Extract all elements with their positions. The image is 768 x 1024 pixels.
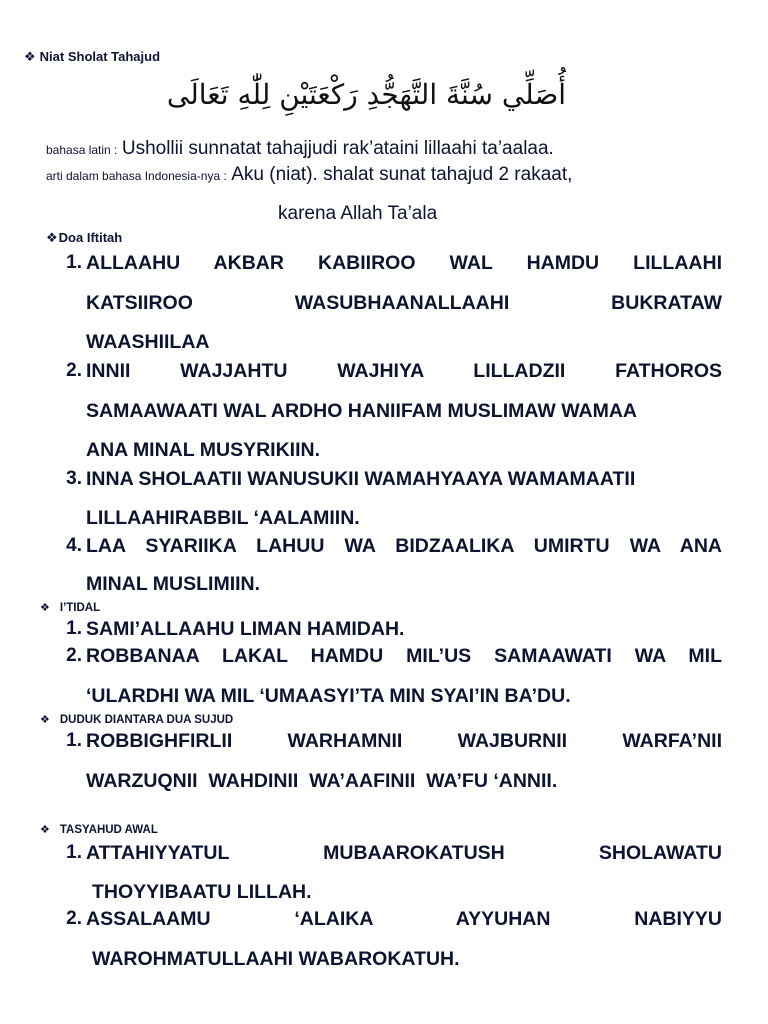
iftitah-item-3-line-1: INNA SHOLAATII WANUSUKII WAMAHYAAYA WAMAMAATII bbox=[86, 468, 636, 490]
list-number: 1. bbox=[66, 730, 82, 751]
itidal-item-2-line-1: ROBBANAA LAKAL HAMDU MIL’US SAMAAWATI WA MIL bbox=[86, 645, 722, 667]
list-number: 1. bbox=[66, 252, 82, 273]
niat-arti-line bbox=[46, 164, 572, 186]
iftitah-item-4-line-1: LAA SYARIIKA LAHUU WA BIDZAALIKA UMIRTU WA ANA bbox=[86, 535, 722, 557]
iftitah-item-2-line-2: SAMAAWAATI WAL ARDHO HANIIFAM MUSLIMAW WAMAA bbox=[86, 400, 638, 422]
itidal-heading: ❖ I’TIDAL bbox=[40, 602, 101, 614]
list-number: 4. bbox=[66, 535, 82, 556]
diamond-bullet-icon: ❖ bbox=[40, 602, 50, 614]
iftitah-heading: ❖Doa Iftitah bbox=[46, 230, 123, 245]
list-number: 2. bbox=[66, 645, 82, 666]
tasyahud-item-2-line-2: WAROHMATULLAAHI WABAROKATUH. bbox=[92, 948, 460, 970]
iftitah-item-1-line-3: WAASHIILAA bbox=[86, 331, 210, 353]
tasyahud-item-1-line-1: ATTAHIYYATUL MUBAAROKATUSH SHOLAWATU bbox=[86, 842, 722, 864]
arti-text: Aku (niat). shalat sunat tahajud 2 rakaat, bbox=[231, 164, 573, 185]
list-number: 3. bbox=[66, 468, 82, 489]
iftitah-item-4-line-2: MINAL MUSLIMIIN. bbox=[86, 573, 261, 595]
list-number: 1. bbox=[66, 842, 82, 863]
iftitah-item-1-line-2: KATSIIROO WASUBHAANALLAAHI BUKRATAW bbox=[86, 292, 722, 314]
iftitah-item-3-line-2: LILLAAHIRABBIL ‘AALAMIIN. bbox=[86, 507, 360, 529]
iftitah-item-2-line-3: ANA MINAL MUSYRIKIIN. bbox=[86, 439, 320, 461]
itidal-item-2-line-2: ‘ULARDHI WA MIL ‘UMAASYI’TA MIN SYAI’IN BA’DU. bbox=[86, 685, 571, 707]
iftitah-item-2-line-1: INNII WAJJAHTU WAJHIYA LILLADZII FATHOROS bbox=[86, 360, 722, 382]
duduk-heading: ❖ DUDUK DIANTARA DUA SUJUD bbox=[40, 714, 234, 726]
diamond-bullet-icon: ❖ bbox=[40, 824, 50, 836]
itidal-item-1-line-1: SAMI’ALLAAHU LIMAN HAMIDAH. bbox=[86, 618, 405, 640]
tasyahud-item-1-line-2: THOYYIBAATU LILLAH. bbox=[92, 881, 312, 903]
diamond-bullet-icon: ❖ bbox=[24, 49, 36, 64]
arti-label: arti dalam bahasa Indonesia-nya : bbox=[46, 169, 227, 183]
niat-heading: ❖ Niat Sholat Tahajud bbox=[24, 49, 161, 64]
diamond-bullet-icon: ❖ bbox=[46, 230, 58, 245]
niat-latin-line bbox=[46, 138, 554, 160]
latin-label: bahasa latin : bbox=[46, 143, 118, 157]
iftitah-item-1-line-1: ALLAAHU AKBAR KABIIROO WAL HAMDU LILLAAHI bbox=[86, 252, 722, 274]
list-number: 2. bbox=[66, 908, 82, 929]
arti-text-continued: karena Allah Ta’ala bbox=[278, 203, 438, 224]
tasyahud-heading: ❖ TASYAHUD AWAL bbox=[40, 824, 158, 836]
duduk-item-1-line-2: WARZUQNII WAHDINII WA’AAFINII WA’FU ‘ANNII. bbox=[86, 770, 558, 792]
diamond-bullet-icon: ❖ bbox=[40, 714, 50, 726]
list-number: 2. bbox=[66, 360, 82, 381]
niat-arabic-text: أُصَلِّي سُنَّةَ التَّهَجُّدِ رَكْعَتَيْنِ لِلّٰهِ تَعَالَى bbox=[166, 78, 566, 111]
tasyahud-item-2-line-1: ASSALAAMU ‘ALAIKA AYYUHAN NABIYYU bbox=[86, 908, 722, 930]
latin-text: Ushollii sunnatat tahajjudi rak’ataini lillaahi ta’aalaa. bbox=[121, 138, 554, 159]
duduk-item-1-line-1: ROBBIGHFIRLII WARHAMNII WAJBURNII WARFA’NII bbox=[86, 730, 722, 752]
list-number: 1. bbox=[66, 618, 82, 639]
